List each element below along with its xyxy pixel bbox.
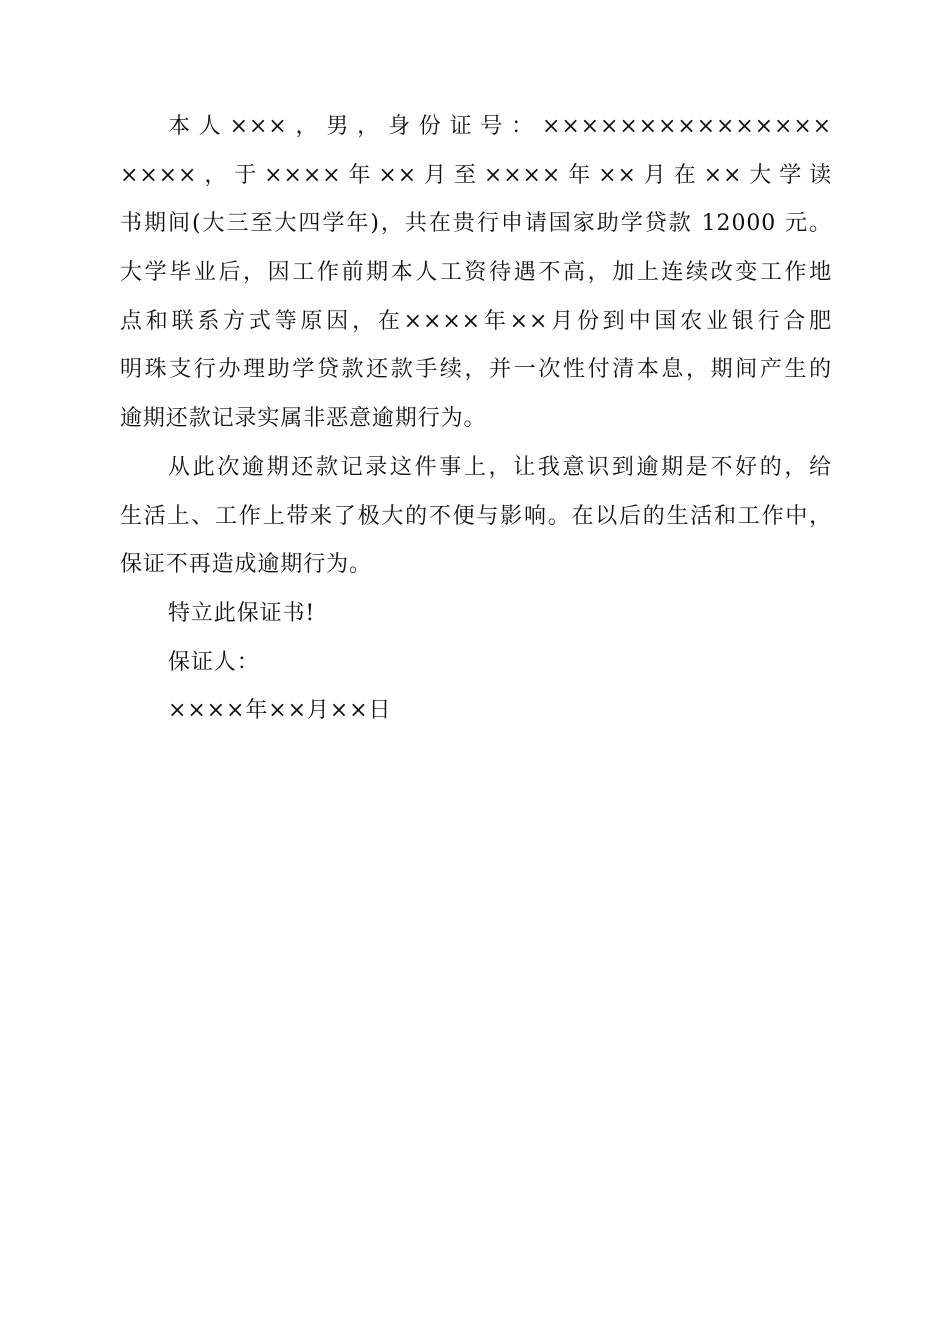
paragraph-reflection: [120, 444, 832, 590]
paragraph-statement: [120, 103, 832, 444]
closing-statement: 特立此保证书!: [168, 600, 316, 626]
text-line: 保证不再造成逾期行为。: [120, 552, 372, 578]
text-line: 从此次逾期还款记录这件事上，让我意识到逾期是不好的，给: [168, 454, 832, 480]
text-line: 明珠支行办理助学贷款还款手续，并一次性付清本息，期间产生的: [120, 357, 832, 383]
text-line: 书期间(大三至大四学年)，共在贵行申请国家助学贷款 12000 元。: [120, 211, 832, 237]
text-line: ××××，于××××年××月至××××年××月在××大学读: [120, 162, 832, 188]
guarantor-label: 保证人：: [168, 649, 260, 675]
text-line: 生活上、工作上带来了极大的不便与影响。在以后的生活和工作中，: [120, 503, 832, 529]
document-body: [120, 103, 832, 736]
text-line: 点和联系方式等原因，在××××年××月份到中国农业银行合肥: [120, 308, 833, 334]
text-line: 大学毕业后，因工作前期本人工资待遇不高，加上连续改变工作地: [120, 260, 832, 286]
text-line: 逾期还款记录实属非恶意逾期行为。: [120, 406, 487, 432]
text-line: 本人×××，男，身份证号：×××××××××××××××: [168, 114, 832, 139]
document-date: ××××年××月××日: [168, 698, 392, 724]
